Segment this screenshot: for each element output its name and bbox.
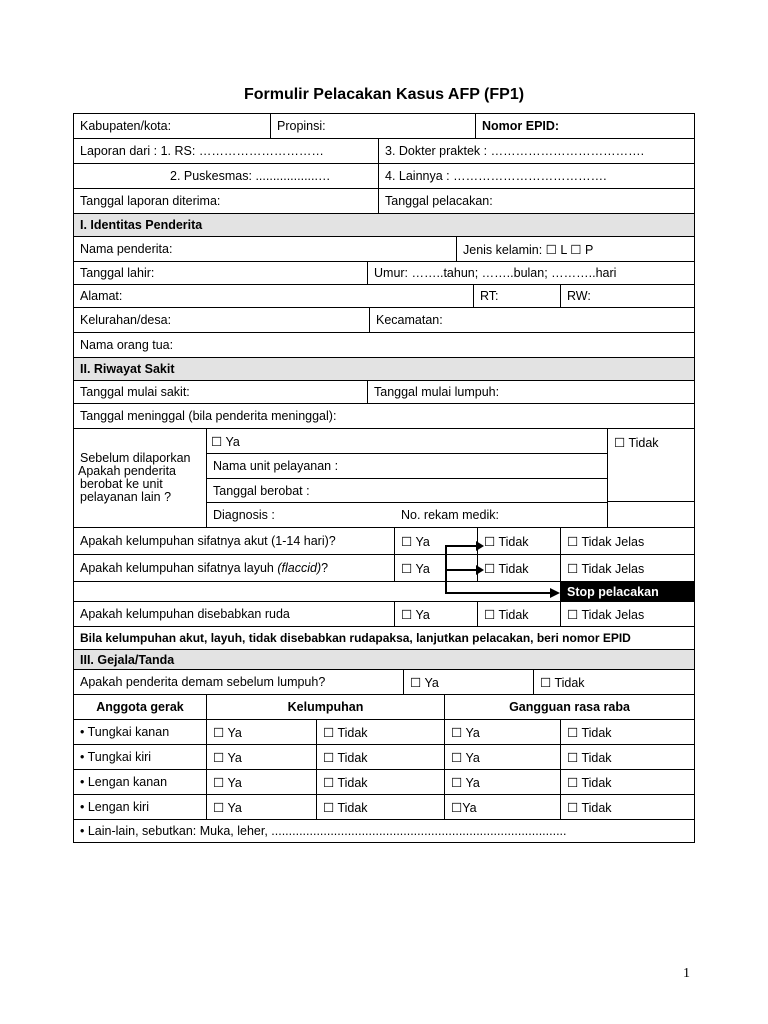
gangguan-ya-checkbox[interactable]: ☐ Ya — [444, 769, 561, 795]
gangguan-ya-checkbox[interactable]: ☐ Ya — [444, 719, 561, 745]
tanggal-pelacakan-field[interactable]: Tanggal pelacakan: — [378, 188, 695, 214]
page-number: 1 — [683, 966, 690, 981]
layuh-question-text: Apakah kelumpuhan sifatnya layuh — [80, 561, 278, 575]
limb-label: • Lengan kanan — [73, 769, 207, 795]
ruda-ya-checkbox[interactable]: ☐ Ya — [394, 601, 478, 627]
sebelum-line-4: pelayanan lain ? — [80, 490, 172, 504]
laporan-rs-field[interactable]: Laporan dari : 1. RS: ………………………… — [73, 138, 379, 164]
layuh-question-mark: ? — [321, 561, 329, 575]
layuh-tidak-jelas-checkbox[interactable]: ☐ Tidak Jelas — [560, 554, 695, 582]
laporan-puskesmas-field[interactable]: 2. Puskesmas: ..................… — [73, 163, 379, 189]
kelumpuhan-tidak-checkbox[interactable]: ☐ Tidak — [316, 769, 445, 795]
kelumpuhan-tidak-checkbox[interactable]: ☐ Tidak — [316, 719, 445, 745]
gangguan-tidak-checkbox[interactable]: ☐ Tidak — [560, 794, 695, 820]
nama-penderita-field[interactable]: Nama penderita: — [73, 236, 457, 262]
akut-ya-checkbox[interactable]: ☐ Ya — [394, 527, 478, 555]
kelumpuhan-ya-checkbox[interactable]: ☐ Ya — [206, 794, 317, 820]
nomor-epid-field[interactable]: Nomor EPID: — [475, 113, 695, 139]
kelumpuhan-ya-checkbox[interactable]: ☐ Ya — [206, 769, 317, 795]
flaccid-text: (flaccid) — [277, 561, 322, 575]
rw-field[interactable]: RW: — [560, 284, 695, 308]
laporan-lainnya-field[interactable]: 4. Lainnya : ………………………………. — [378, 163, 695, 189]
jenis-kelamin-field[interactable]: Jenis kelamin: ☐ L ☐ P — [456, 236, 695, 262]
ruda-tidak-jelas-checkbox[interactable]: ☐ Tidak Jelas — [560, 601, 695, 627]
gangguan-tidak-checkbox[interactable]: ☐ Tidak — [560, 744, 695, 770]
rekam-medik-field[interactable]: No. rekam medik: — [395, 502, 608, 528]
propinsi-field[interactable]: Propinsi: — [270, 113, 476, 139]
layuh-question — [73, 554, 395, 582]
col-kelumpuhan: Kelumpuhan — [206, 694, 445, 720]
sebelum-dilaporkan-label — [73, 428, 207, 528]
limb-label: • Tungkai kiri — [73, 744, 207, 770]
ruda-question: Apakah kelumpuhan disebabkan ruda — [73, 601, 395, 627]
berobat-ya-checkbox[interactable]: ☐ Ya — [206, 428, 608, 454]
lanjutkan-note: Bila kelumpuhan akut, layuh, tidak disebabkan rudapaksa, lanjutkan pelacakan, beri nomor EPID — [73, 626, 695, 650]
akut-tidak-checkbox[interactable]: ☐ Tidak — [477, 527, 561, 555]
demam-ya-checkbox[interactable]: ☐ Ya — [403, 669, 534, 695]
col-anggota-gerak: Anggota gerak — [73, 694, 207, 720]
kelumpuhan-tidak-checkbox[interactable]: ☐ Tidak — [316, 744, 445, 770]
akut-question: Apakah kelumpuhan sifatnya akut (1-14 hari)? — [73, 527, 395, 555]
tanggal-mulai-lumpuh-field[interactable]: Tanggal mulai lumpuh: — [367, 380, 695, 404]
arrow-head-akut-icon — [476, 541, 484, 551]
diagnosis-spacer — [607, 501, 695, 528]
diagnosis-field[interactable]: Diagnosis : — [206, 502, 396, 528]
stop-pelacakan-badge: Stop pelacakan — [560, 581, 695, 602]
tanggal-lahir-field[interactable]: Tanggal lahir: — [73, 261, 368, 285]
section-identitas: I. Identitas Penderita — [73, 213, 695, 237]
sebelum-line-3: berobat ke unit — [80, 477, 163, 491]
demam-tidak-checkbox[interactable]: ☐ Tidak — [533, 669, 695, 695]
laporan-dokter-field[interactable]: 3. Dokter praktek : ………………………………. — [378, 138, 695, 164]
rt-field[interactable]: RT: — [473, 284, 561, 308]
gangguan-tidak-checkbox[interactable]: ☐ Tidak — [560, 769, 695, 795]
kelumpuhan-ya-checkbox[interactable]: ☐ Ya — [206, 719, 317, 745]
tanggal-meninggal-field[interactable]: Tanggal meninggal (bila penderita meninggal): — [73, 403, 695, 429]
section-riwayat: II. Riwayat Sakit — [73, 357, 695, 381]
limb-label: • Lengan kiri — [73, 794, 207, 820]
kelumpuhan-tidak-checkbox[interactable]: ☐ Tidak — [316, 794, 445, 820]
umur-field[interactable]: Umur: ……..tahun; ……..bulan; ………..hari — [367, 261, 695, 285]
alamat-field[interactable]: Alamat: — [73, 284, 474, 308]
arrow-line-bottom — [445, 592, 552, 594]
layuh-tidak-checkbox[interactable]: ☐ Tidak — [477, 554, 561, 582]
kabupaten-field[interactable]: Kabupaten/kota: — [73, 113, 271, 139]
gangguan-ya-checkbox[interactable]: ☐ Ya — [444, 744, 561, 770]
form-title: Formulir Pelacakan Kasus AFP (FP1) — [243, 86, 525, 103]
lain-lain-field[interactable]: • Lain-lain, sebutkan: Muka, leher, ..................................................................................... — [73, 819, 695, 843]
nama-orang-tua-field[interactable]: Nama orang tua: — [73, 332, 695, 358]
tanggal-laporan-field[interactable]: Tanggal laporan diterima: — [73, 188, 379, 214]
ruda-tidak-checkbox[interactable]: ☐ Tidak — [477, 601, 561, 627]
kelurahan-field[interactable]: Kelurahan/desa: — [73, 307, 370, 333]
arrow-head-layuh-icon — [476, 565, 484, 575]
col-gangguan-rasa-raba: Gangguan rasa raba — [444, 694, 695, 720]
gangguan-tidak-checkbox[interactable]: ☐ Tidak — [560, 719, 695, 745]
demam-question: Apakah penderita demam sebelum lumpuh? — [73, 669, 404, 695]
berobat-tidak-checkbox[interactable]: ☐ Tidak — [607, 428, 695, 502]
sebelum-line-1: Sebelum dilaporkan — [80, 451, 191, 465]
tanggal-mulai-sakit-field[interactable]: Tanggal mulai sakit: — [73, 380, 368, 404]
gangguan-ya-checkbox[interactable]: ☐Ya — [444, 794, 561, 820]
nama-unit-pelayanan-field[interactable]: Nama unit pelayanan : — [206, 453, 608, 479]
sebelum-line-2: Apakah penderita — [78, 464, 176, 478]
limb-label: • Tungkai kanan — [73, 719, 207, 745]
kecamatan-field[interactable]: Kecamatan: — [369, 307, 695, 333]
section-gejala: III. Gejala/Tanda — [73, 649, 695, 670]
akut-tidak-jelas-checkbox[interactable]: ☐ Tidak Jelas — [560, 527, 695, 555]
tanggal-berobat-field[interactable]: Tanggal berobat : — [206, 478, 608, 503]
layuh-ya-checkbox[interactable]: ☐ Ya — [394, 554, 478, 582]
arrow-head-stop-icon — [550, 588, 560, 598]
kelumpuhan-ya-checkbox[interactable]: ☐ Ya — [206, 744, 317, 770]
